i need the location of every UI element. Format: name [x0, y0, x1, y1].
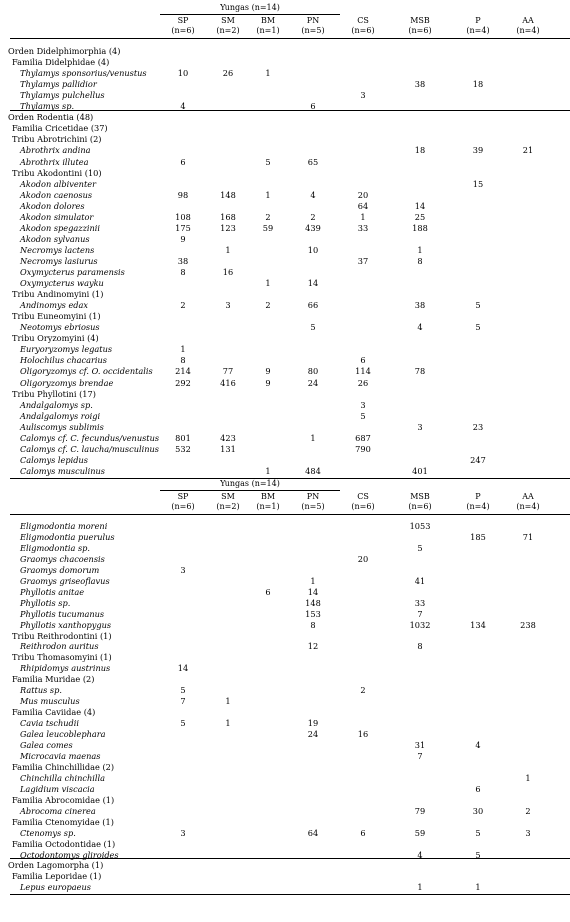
- table-cell: 33: [357, 222, 369, 233]
- row-label: Oxymycterus wayku: [20, 278, 104, 289]
- row-label: Abrothrix andina: [20, 145, 91, 156]
- table-cell: 41: [414, 575, 426, 586]
- table-cell: 9: [265, 366, 271, 377]
- column-header-n: (n=5): [301, 26, 325, 35]
- table-cell: 2: [360, 685, 366, 696]
- table-cell: 19: [307, 718, 319, 729]
- row-label: Eligmodontia moreni: [20, 521, 108, 531]
- column-header: PN: [306, 16, 320, 25]
- header-group-rule: [160, 490, 340, 491]
- row-label: Graomys domorum: [20, 564, 100, 575]
- row-label: Akodon simulator: [20, 211, 94, 222]
- table-cell: 3: [417, 421, 423, 432]
- table-cell: 33: [414, 597, 426, 608]
- table-cell: 5: [180, 718, 186, 729]
- table-cell: 16: [357, 729, 369, 740]
- table-cell: 8: [417, 641, 423, 652]
- table-cell: 1053: [409, 521, 431, 531]
- table-cell: 14: [307, 278, 319, 289]
- row-label: Microcavia maenas: [20, 750, 101, 761]
- table-cell: 1: [360, 211, 366, 222]
- column-header: SM: [221, 16, 235, 25]
- table-cell: 5: [475, 322, 481, 333]
- row-label: Tribu Reithrodontini (1): [12, 630, 112, 641]
- table-cell: 5: [180, 685, 186, 696]
- row-label: Tribu Abrotrichini (2): [12, 134, 102, 145]
- table-cell: 423: [220, 432, 236, 443]
- table-cell: 3: [180, 564, 186, 575]
- table-cell: 5: [360, 410, 366, 421]
- row-label: Tribu Phyllotini (17): [12, 388, 96, 399]
- table-cell: 5: [475, 827, 481, 838]
- table-cell: 24: [307, 729, 319, 740]
- table-cell: 484: [305, 465, 321, 476]
- row-label: Neotomys ebriosus: [20, 322, 100, 333]
- header-rule: [10, 514, 570, 515]
- table-cell: 4: [417, 849, 423, 860]
- column-header-n: (n=4): [466, 502, 490, 511]
- table-cell: 1: [417, 882, 423, 893]
- table-cell: 71: [522, 531, 534, 542]
- table-cell: 1: [265, 68, 271, 79]
- table-cell: 108: [175, 211, 191, 222]
- table-cell: 114: [355, 366, 371, 377]
- table-cell: 9: [180, 233, 186, 244]
- table-cell: 6: [180, 156, 186, 167]
- header-rule: [10, 38, 570, 39]
- table-cell: 4: [310, 189, 316, 200]
- table-cell: 532: [175, 443, 191, 454]
- row-label: Cavia tschudii: [20, 718, 79, 729]
- table-cell: 14: [307, 586, 319, 597]
- column-header: BM: [260, 16, 276, 25]
- table-cell: 1: [225, 718, 231, 729]
- section-rule: [10, 110, 570, 111]
- table-cell: 4: [475, 740, 481, 750]
- row-label: Tribu Thomasomyini (1): [12, 652, 112, 663]
- column-header: CS: [357, 492, 369, 501]
- table-cell: 16: [222, 267, 234, 277]
- row-label: Thylamys sponsorius/venustus: [20, 68, 147, 79]
- row-label: Familia Muridae (2): [12, 674, 95, 685]
- table-cell: 185: [470, 531, 486, 542]
- header-group-rule: [160, 14, 340, 15]
- header-group-label: Yungas (n=14): [220, 479, 280, 488]
- table-cell: 1: [475, 882, 481, 893]
- table-cell: 175: [175, 222, 191, 233]
- table-cell: 1: [225, 696, 231, 707]
- table-cell: 15: [472, 178, 484, 189]
- row-label: Calomys cf. C. fecundus/venustus: [20, 432, 160, 443]
- table-cell: 7: [417, 608, 423, 619]
- column-header-n: (n=1): [256, 502, 280, 511]
- row-label: Phyllotis tucumanus: [20, 608, 105, 619]
- table-cell: 2: [310, 211, 316, 222]
- column-header: SM: [221, 492, 235, 501]
- table-cell: 39: [472, 145, 484, 156]
- table-part: [0, 478, 570, 922]
- row-label: Akodon dolores: [20, 200, 85, 211]
- table-bottom-rule: [10, 894, 570, 895]
- section-rule: [10, 858, 570, 859]
- table-cell: 439: [305, 222, 321, 233]
- table-cell: 2: [265, 211, 271, 222]
- row-label: Thylamys sp.: [20, 101, 75, 112]
- table-cell: 238: [520, 619, 536, 630]
- table-cell: 24: [307, 377, 319, 388]
- column-header-n: (n=2): [216, 502, 240, 511]
- table-cell: 79: [414, 805, 426, 816]
- table-cell: 77: [222, 366, 234, 377]
- table-cell: 6: [360, 827, 366, 838]
- table-cell: 26: [357, 377, 369, 388]
- row-label: Mus musculus: [20, 696, 80, 707]
- table-cell: 1: [265, 465, 271, 476]
- table-cell: 687: [355, 432, 371, 443]
- table-cell: 1: [310, 575, 316, 586]
- table-cell: 23: [472, 421, 484, 432]
- table-cell: 8: [310, 619, 316, 630]
- table-cell: 4: [180, 101, 186, 112]
- table-cell: 38: [414, 79, 426, 90]
- table-cell: 25: [414, 211, 426, 222]
- row-label: Oligoryzomys brendae: [20, 377, 114, 388]
- table-cell: 1: [180, 344, 186, 355]
- row-label: Orden Didelphimorphia (4): [8, 46, 121, 56]
- table-cell: 20: [357, 189, 369, 200]
- table-cell: 14: [414, 200, 426, 211]
- table-cell: 64: [357, 200, 369, 211]
- table-part: [0, 2, 570, 476]
- column-header-n: (n=4): [516, 502, 540, 511]
- row-label: Familia Didelphidae (4): [12, 57, 110, 68]
- table-cell: 292: [175, 377, 191, 388]
- row-label: Familia Ctenomyidae (1): [12, 816, 114, 827]
- row-label: Auliscomys sublimis: [20, 421, 104, 432]
- column-header-n: (n=2): [216, 26, 240, 35]
- table-cell: 6: [475, 783, 481, 794]
- row-label: Thylamys pallidior: [20, 79, 97, 90]
- column-header: PN: [306, 492, 320, 501]
- table-cell: 78: [414, 366, 426, 377]
- row-label: Oxymycterus paramensis: [20, 267, 125, 277]
- row-label: Thylamys pulchellus: [20, 90, 105, 101]
- table-cell: 790: [355, 443, 371, 454]
- row-label: Holochilus chacarius: [20, 355, 108, 366]
- table-cell: 168: [220, 211, 236, 222]
- table-cell: 26: [222, 68, 234, 79]
- table-cell: 131: [220, 443, 236, 454]
- row-label: Oligoryzomys cf. O. occidentalis: [20, 366, 153, 377]
- table-cell: 247: [470, 454, 486, 465]
- row-label: Lagidium viscacia: [20, 783, 95, 794]
- row-label: Familia Leporidae (1): [12, 871, 102, 882]
- header-group-label: Yungas (n=14): [220, 3, 280, 12]
- column-header-n: (n=6): [351, 26, 375, 35]
- row-label: Calomys lepidus: [20, 454, 88, 465]
- table-cell: 5: [265, 156, 271, 167]
- column-header: SP: [177, 492, 189, 501]
- table-cell: 801: [175, 432, 191, 443]
- table-cell: 2: [525, 805, 531, 816]
- table-cell: 1: [265, 278, 271, 289]
- table-cell: 6: [265, 586, 271, 597]
- table-cell: 12: [307, 641, 319, 652]
- row-label: Necromys lasiurus: [20, 255, 98, 266]
- row-label: Chinchilla chinchilla: [20, 772, 105, 783]
- column-header-n: (n=6): [171, 502, 195, 511]
- table-cell: 5: [475, 849, 481, 860]
- column-header: BM: [260, 492, 276, 501]
- table-cell: 153: [305, 608, 321, 619]
- table-cell: 20: [357, 553, 369, 564]
- table-cell: 18: [472, 79, 484, 90]
- table-cell: 5: [417, 542, 423, 553]
- column-header: SP: [177, 16, 189, 25]
- row-label: Tribu Andinomyini (1): [12, 289, 104, 300]
- table-cell: 9: [265, 377, 271, 388]
- row-label: Familia Caviidae (4): [12, 707, 96, 718]
- table-cell: 134: [470, 619, 486, 630]
- row-label: Tribu Oryzomyini (4): [12, 333, 99, 344]
- table-cell: 1: [417, 244, 423, 255]
- row-label: Familia Octodontidae (1): [12, 838, 116, 849]
- row-label: Phyllotis anitae: [20, 586, 85, 597]
- table-cell: 148: [305, 597, 321, 608]
- row-label: Familia Cricetidae (37): [12, 123, 108, 134]
- row-label: Eligmodontia sp.: [20, 542, 91, 553]
- row-label: Octodontomys gliroides: [20, 849, 119, 860]
- row-label: Graomys chacoensis: [20, 553, 105, 564]
- row-label: Lepus europaeus: [20, 882, 92, 893]
- table-cell: 6: [360, 355, 366, 366]
- table-cell: 38: [177, 255, 189, 266]
- table-cell: 1: [265, 189, 271, 200]
- row-label: Galea comes: [20, 740, 73, 750]
- row-label: Akodon sylvanus: [20, 233, 90, 244]
- table-cell: 10: [307, 244, 319, 255]
- table-cell: 3: [360, 90, 366, 101]
- row-label: Graomys griseoflavus: [20, 575, 110, 586]
- column-header: MSB: [410, 16, 430, 25]
- table-cell: 1: [525, 772, 531, 783]
- table-cell: 18: [414, 145, 426, 156]
- column-header-n: (n=6): [408, 26, 432, 35]
- column-header: AA: [522, 16, 534, 25]
- table-cell: 21: [522, 145, 534, 156]
- table-cell: 148: [220, 189, 236, 200]
- row-label: Andalgalomys sp.: [20, 399, 93, 410]
- row-label: Euryoryzomys legatus: [20, 344, 113, 355]
- table-cell: 98: [177, 189, 189, 200]
- table-cell: 1: [225, 244, 231, 255]
- table-cell: 37: [357, 255, 369, 266]
- row-label: Eligmodontia puerulus: [20, 531, 115, 542]
- table-cell: 4: [417, 322, 423, 333]
- table-cell: 416: [220, 377, 236, 388]
- row-label: Abrothrix illutea: [20, 156, 89, 167]
- table-cell: 31: [414, 740, 426, 750]
- table-cell: 5: [475, 300, 481, 311]
- table-cell: 14: [177, 663, 189, 674]
- table-cell: 2: [265, 300, 271, 311]
- row-label: Calomys cf. C. laucha/musculinus: [20, 443, 159, 454]
- column-header-n: (n=6): [408, 502, 432, 511]
- table-cell: 59: [414, 827, 426, 838]
- row-label: Abrocoma cinerea: [20, 805, 96, 816]
- table-cell: 8: [180, 267, 186, 277]
- table-cell: 8: [417, 255, 423, 266]
- row-label: Phyllotis xanthopygus: [20, 619, 112, 630]
- column-header-n: (n=5): [301, 502, 325, 511]
- row-label: Akodon caenosus: [20, 189, 93, 200]
- column-header: P: [475, 492, 481, 501]
- row-label: Andinomys edax: [20, 300, 89, 311]
- column-header: MSB: [410, 492, 430, 501]
- column-header-n: (n=6): [351, 502, 375, 511]
- table-cell: 214: [175, 366, 191, 377]
- column-header-n: (n=4): [466, 26, 490, 35]
- table-cell: 188: [412, 222, 428, 233]
- row-label: Calomys musculinus: [20, 465, 105, 476]
- row-label: Akodon albiventer: [20, 178, 97, 189]
- row-label: Orden Rodentia (48): [8, 112, 94, 123]
- table-cell: 1032: [409, 619, 431, 630]
- table-cell: 2: [180, 300, 186, 311]
- column-header-n: (n=1): [256, 26, 280, 35]
- column-header-n: (n=4): [516, 26, 540, 35]
- row-label: Akodon spegazzinii: [20, 222, 101, 233]
- row-label: Galea leucoblephara: [20, 729, 106, 740]
- table-cell: 3: [360, 399, 366, 410]
- table-cell: 401: [412, 465, 428, 476]
- table-cell: 65: [307, 156, 319, 167]
- table-cell: 30: [472, 805, 484, 816]
- row-label: Tribu Euneomyini (1): [12, 311, 101, 322]
- row-label: Rattus sp.: [20, 685, 62, 696]
- row-label: Phyllotis sp.: [20, 597, 71, 608]
- table-cell: 80: [307, 366, 319, 377]
- table-cell: 38: [414, 300, 426, 311]
- column-header: AA: [522, 492, 534, 501]
- table-cell: 3: [180, 827, 186, 838]
- row-label: Ctenomys sp.: [20, 827, 76, 838]
- table-cell: 7: [417, 750, 423, 761]
- table-cell: 123: [220, 222, 236, 233]
- column-header: CS: [357, 16, 369, 25]
- row-label: Necromys lactens: [20, 244, 95, 255]
- row-label: Familia Chinchillidae (2): [12, 761, 115, 772]
- row-label: Tribu Akodontini (10): [12, 167, 102, 178]
- row-label: Reithrodon auritus: [20, 641, 99, 652]
- table-cell: 8: [180, 355, 186, 366]
- table-cell: 1: [310, 432, 316, 443]
- table-cell: 10: [177, 68, 189, 79]
- row-label: Orden Lagomorpha (1): [8, 860, 104, 871]
- table-cell: 66: [307, 300, 319, 311]
- table-cell: 7: [180, 696, 186, 707]
- table-cell: 6: [310, 101, 316, 112]
- column-header-n: (n=6): [171, 26, 195, 35]
- table-cell: 5: [310, 322, 316, 333]
- column-header: P: [475, 16, 481, 25]
- table-cell: 3: [225, 300, 231, 311]
- row-label: Rhipidomys austrinus: [20, 663, 111, 674]
- row-label: Andalgalomys roigi: [20, 410, 101, 421]
- table-cell: 59: [262, 222, 274, 233]
- table-cell: 3: [525, 827, 531, 838]
- row-label: Familia Abrocomidae (1): [12, 794, 115, 805]
- table-cell: 64: [307, 827, 319, 838]
